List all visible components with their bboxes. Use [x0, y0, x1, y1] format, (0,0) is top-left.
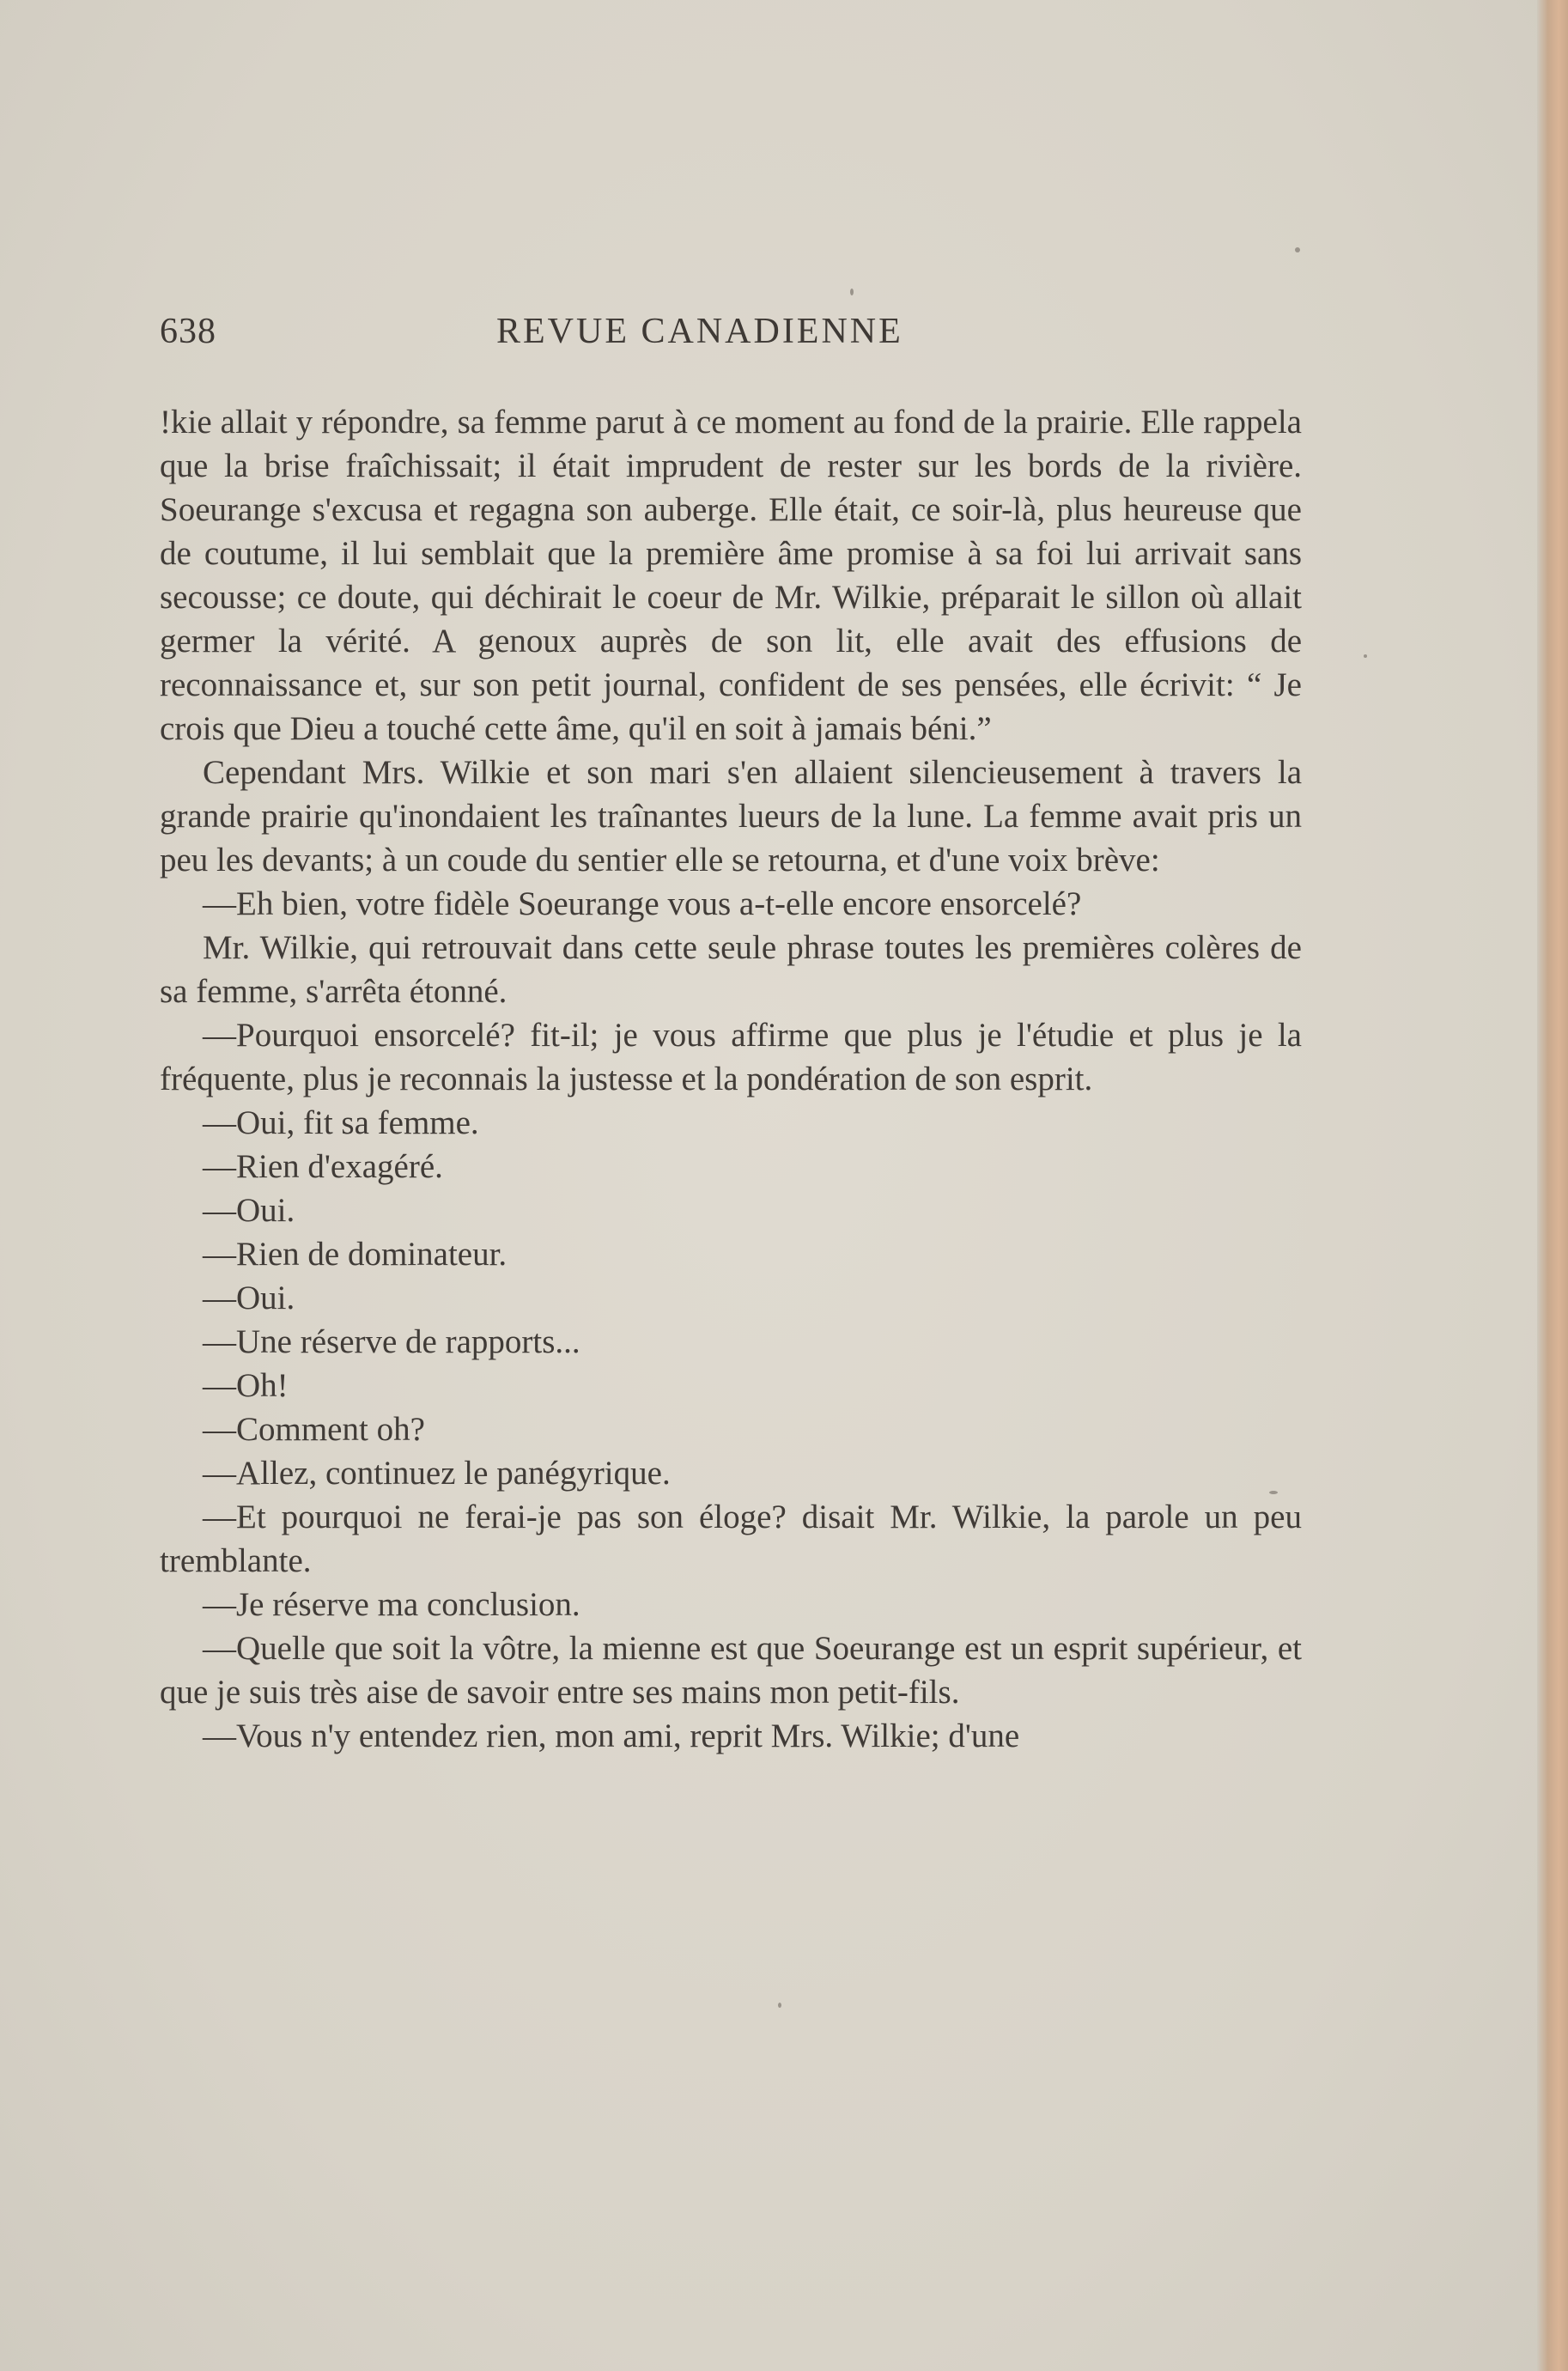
- paragraph: Cependant Mrs. Wilkie et son mari s'en allaient silencieusement à travers la grande prairie qu'inondaient les traînantes lueurs de la lune. La femme avait pris un peu les devants; à un coude du sentier elle se retourna, et d'une voix brève:: [160, 754, 1302, 878]
- paper-speck: [850, 289, 854, 295]
- paper-speck: [1295, 247, 1300, 252]
- dialogue-line: —Rien de dominateur.: [203, 1236, 507, 1273]
- dialogue-line: —Et pourquoi ne ferai-je pas son éloge? disait Mr. Wilkie, la parole un peu tremblante.: [160, 1499, 1302, 1579]
- dialogue-line: —Je réserve ma conclusion.: [203, 1586, 580, 1623]
- dialogue-line: —Allez, continuez le panégyrique.: [203, 1455, 671, 1492]
- dialogue-line: —Oui.: [203, 1192, 295, 1229]
- dialogue-line: —Eh bien, votre fidèle Soeurange vous a-t-elle encore ensorcelé?: [203, 885, 1082, 922]
- page-edge: [1537, 0, 1568, 2371]
- paragraph: Mr. Wilkie, qui retrouvait dans cette seule phrase toutes les premières colères de sa femme, s'arrêta étonné.: [160, 929, 1302, 1010]
- dialogue-line: —Oh!: [203, 1367, 289, 1404]
- dialogue-line: —Oui, fit sa femme.: [203, 1104, 479, 1141]
- page-header: [160, 311, 1302, 362]
- dialogue-line: —Oui.: [203, 1280, 295, 1316]
- dialogue-line: —Pourquoi ensorcelé? fit-il; je vous affirme que plus je l'étudie et plus je la fréquente, plus je reconnais la justesse et la pondération de son esprit.: [160, 1017, 1302, 1097]
- paper-speck: [778, 2003, 781, 2008]
- dialogue-line: —Vous n'y entendez rien, mon ami, reprit Mrs. Wilkie; d'une: [203, 1717, 1020, 1754]
- running-title: REVUE CANADIENNE: [496, 312, 903, 351]
- body-text: [160, 400, 1302, 1758]
- dialogue-line: —Une réserve de rapports...: [203, 1323, 580, 1360]
- dialogue-line: —Quelle que soit la vôtre, la mienne est que Soeurange est un esprit supérieur, et que je suis très aise de savoir entre ses mains mon petit-fils.: [160, 1630, 1302, 1711]
- paper-speck: [1364, 654, 1367, 658]
- page-number: 638: [160, 312, 216, 351]
- dialogue-line: —Rien d'exagéré.: [203, 1148, 443, 1185]
- dialogue-line: —Comment oh?: [203, 1411, 425, 1448]
- paragraph: !kie allait y répondre, sa femme parut à ce moment au fond de la prairie. Elle rappela que la brise fraîchissait; il était imprudent de rester sur les bords de la rivière. Soeurange s'excusa et regagna son auberge. Elle était, ce soir-là, plus heureuse que de coutume, il lui semblait que la première âme promise à sa foi lui arrivait sans secousse; ce doute, qui déchirait le coeur de Mr. Wilkie, préparait le sillon où allait germer la vérité. A genoux auprès de son lit, elle avait des effusions de reconnaissance et, sur son petit journal, confident de ses pensées, elle écrivit: “ Je crois que Dieu a touché cette âme, qu'il en soit à jamais béni.”: [160, 404, 1302, 747]
